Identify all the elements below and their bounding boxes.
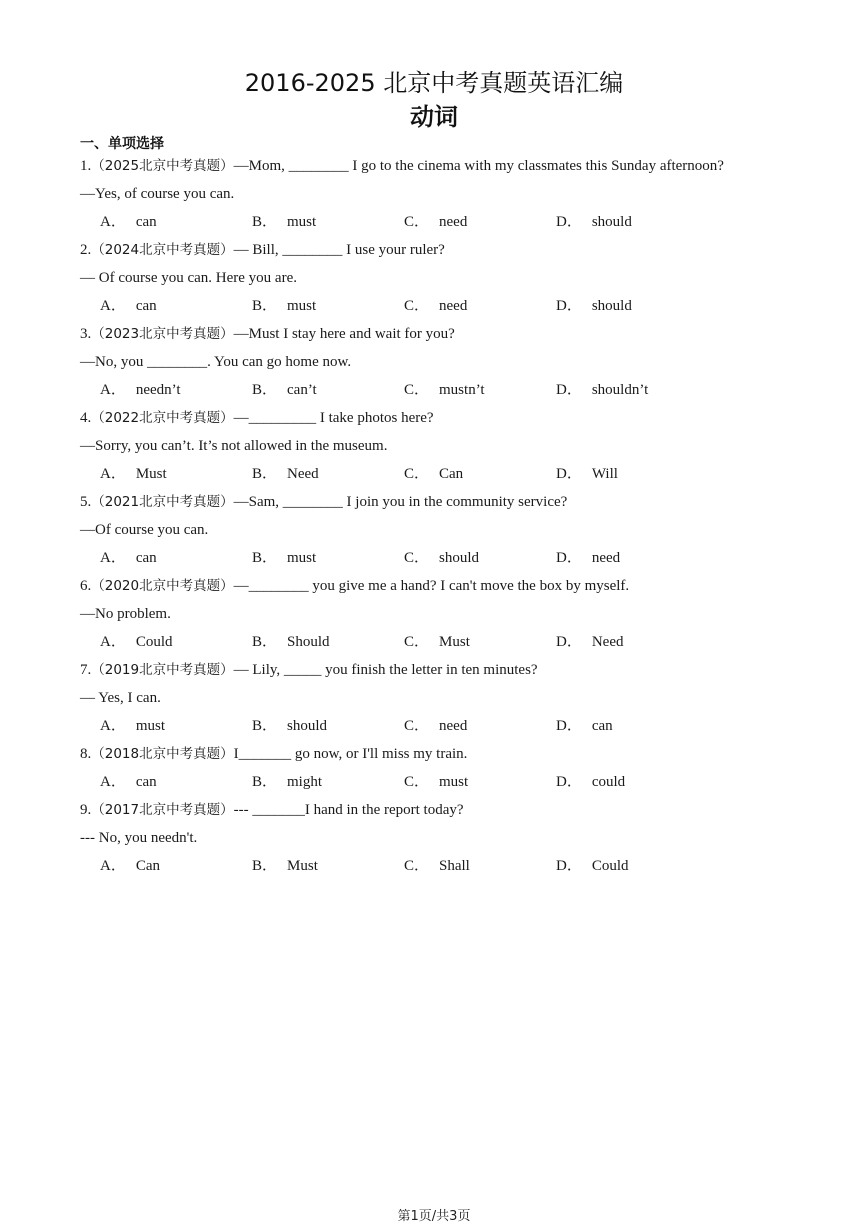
question-number: 7.	[80, 662, 92, 678]
answer-option	[252, 768, 404, 796]
option-text: could	[591, 774, 626, 790]
option-text: must	[287, 550, 317, 566]
question-number: 3.	[80, 326, 92, 342]
option-letter: C．	[404, 214, 430, 230]
option-letter: B．	[252, 550, 278, 566]
answer-option	[100, 292, 252, 320]
question-item	[80, 572, 800, 656]
option-text: Could	[135, 634, 173, 650]
option-letter: D．	[556, 550, 582, 566]
answer-options	[80, 460, 800, 488]
answer-options	[80, 376, 800, 404]
answer-option	[100, 768, 252, 796]
answer-options	[80, 852, 800, 880]
answer-option	[100, 852, 252, 880]
question-text: — Yes, I can.	[80, 690, 161, 706]
question-stem	[80, 236, 800, 264]
question-line	[80, 516, 800, 544]
answer-option	[404, 712, 556, 740]
option-text: Will	[591, 466, 618, 482]
option-letter: D．	[556, 718, 582, 734]
answer-option	[556, 376, 708, 404]
option-text: need	[439, 298, 468, 314]
answer-option	[252, 628, 404, 656]
option-letter: C．	[404, 550, 430, 566]
option-letter: A．	[100, 858, 126, 874]
option-text: should	[591, 214, 632, 230]
page-footer: 第1页/共3页	[397, 1209, 471, 1224]
answer-option	[100, 376, 252, 404]
question-text: —Of course you can.	[80, 522, 209, 538]
option-text: might	[287, 774, 323, 790]
answer-option	[252, 376, 404, 404]
question-stem	[80, 796, 800, 824]
question-line	[80, 180, 800, 208]
question-text: —Yes, of course you can.	[80, 186, 235, 202]
option-letter: A．	[100, 550, 126, 566]
question-stem	[80, 656, 800, 684]
option-letter: B．	[252, 466, 278, 482]
option-letter: A．	[100, 214, 126, 230]
option-text: mustn’t	[439, 382, 485, 398]
question-stem	[80, 152, 800, 180]
question-text: —No, you ________. You can go home now.	[80, 354, 352, 370]
option-letter: A．	[100, 298, 126, 314]
option-letter: A．	[100, 382, 126, 398]
option-text: need	[591, 550, 621, 566]
option-letter: B．	[252, 774, 278, 790]
answer-option	[252, 852, 404, 880]
answer-option	[100, 544, 252, 572]
option-letter: D．	[556, 774, 582, 790]
question-number: 8.	[80, 746, 92, 762]
option-text: Must	[439, 634, 470, 650]
option-text: can’t	[287, 382, 317, 398]
answer-option	[404, 208, 556, 236]
answer-option	[556, 208, 708, 236]
option-letter: C．	[404, 858, 430, 874]
option-text: Should	[287, 634, 330, 650]
question-source: （2017北京中考真题）	[91, 802, 234, 818]
document-title: 2016-2025 北京中考真题英语汇编	[244, 69, 624, 97]
question-item	[80, 236, 800, 320]
option-letter: B．	[252, 634, 278, 650]
answer-option	[252, 292, 404, 320]
option-text: can	[135, 774, 157, 790]
answer-option	[252, 544, 404, 572]
question-number: 6.	[80, 578, 92, 594]
question-number: 9.	[80, 802, 92, 818]
question-source: （2024北京中考真题）	[91, 242, 234, 258]
question-line	[80, 684, 800, 712]
question-line	[80, 432, 800, 460]
answer-option	[252, 460, 404, 488]
question-text: —Mom, ________ I go to the cinema with my classmates this Sunday afternoon?	[233, 158, 724, 174]
answer-option	[556, 292, 708, 320]
option-text: can	[135, 550, 157, 566]
option-letter: C．	[404, 718, 430, 734]
option-letter: C．	[404, 466, 430, 482]
option-text: need	[439, 718, 468, 734]
answer-option	[404, 628, 556, 656]
question-text: — Bill, ________ I use your ruler?	[233, 242, 445, 258]
option-text: can	[591, 718, 613, 734]
question-item	[80, 320, 800, 404]
option-text: Can	[439, 466, 464, 482]
option-letter: B．	[252, 214, 278, 230]
question-stem	[80, 740, 800, 768]
question-item	[80, 404, 800, 488]
question-text: — Of course you can. Here you are.	[80, 270, 297, 286]
answer-option	[556, 460, 708, 488]
question-source: （2025北京中考真题）	[91, 158, 234, 174]
question-text: —No problem.	[80, 606, 171, 622]
option-text: can	[135, 298, 157, 314]
question-source: （2021北京中考真题）	[91, 494, 234, 510]
option-letter: B．	[252, 382, 278, 398]
question-number: 4.	[80, 410, 92, 426]
question-stem	[80, 488, 800, 516]
answer-option	[100, 712, 252, 740]
option-text: Need	[591, 634, 624, 650]
option-text: needn’t	[135, 382, 181, 398]
option-letter: D．	[556, 634, 582, 650]
option-text: must	[287, 298, 317, 314]
option-text: can	[135, 214, 157, 230]
question-item	[80, 740, 800, 796]
question-line	[80, 824, 800, 852]
option-text: need	[439, 214, 468, 230]
question-stem	[80, 572, 800, 600]
question-text: I_______ go now, or I'll miss my train.	[233, 746, 468, 762]
option-letter: B．	[252, 298, 278, 314]
answer-option	[404, 768, 556, 796]
option-text: must	[135, 718, 166, 734]
answer-option	[404, 852, 556, 880]
question-number: 5.	[80, 494, 92, 510]
section-heading: 一、单项选择	[80, 136, 164, 152]
question-source: （2019北京中考真题）	[91, 662, 234, 678]
answer-option	[100, 208, 252, 236]
answer-option	[556, 628, 708, 656]
answer-option	[252, 712, 404, 740]
option-letter: D．	[556, 382, 582, 398]
question-stem	[80, 320, 800, 348]
option-text: Can	[135, 858, 161, 874]
question-source: （2020北京中考真题）	[91, 578, 234, 594]
answer-option	[404, 292, 556, 320]
question-source: （2023北京中考真题）	[91, 326, 234, 342]
question-line	[80, 264, 800, 292]
question-line	[80, 600, 800, 628]
question-text: —_________ I take photos here?	[233, 410, 434, 426]
option-text: Must	[287, 858, 318, 874]
question-item	[80, 656, 800, 740]
option-text: Need	[287, 466, 319, 482]
option-text: must	[439, 774, 469, 790]
question-source: （2022北京中考真题）	[91, 410, 234, 426]
option-text: shouldn’t	[591, 382, 649, 398]
question-text: — Lily, _____ you finish the letter in ten minutes?	[233, 662, 538, 678]
option-letter: C．	[404, 634, 430, 650]
option-letter: A．	[100, 774, 126, 790]
question-text: —Must I stay here and wait for you?	[233, 326, 455, 342]
question-number: 1.	[80, 158, 92, 174]
option-letter: B．	[252, 858, 278, 874]
option-text: Shall	[439, 858, 470, 874]
option-letter: C．	[404, 774, 430, 790]
question-text: —Sorry, you can’t. It’s not allowed in the museum.	[80, 438, 388, 454]
answer-option	[556, 768, 708, 796]
question-text: --- _______I hand in the report today?	[233, 802, 464, 818]
answer-option	[556, 544, 708, 572]
option-letter: C．	[404, 298, 430, 314]
option-letter: A．	[100, 466, 126, 482]
document-subtitle: 动词	[410, 103, 458, 131]
answer-options	[80, 544, 800, 572]
option-letter: A．	[100, 634, 126, 650]
answer-option	[556, 712, 708, 740]
answer-option	[404, 376, 556, 404]
option-text: Could	[591, 858, 629, 874]
option-text: should	[287, 718, 328, 734]
option-letter: D．	[556, 858, 582, 874]
answer-options	[80, 292, 800, 320]
question-line	[80, 348, 800, 376]
answer-option	[252, 208, 404, 236]
option-letter: D．	[556, 214, 582, 230]
question-text: —________ you give me a hand? I can't move the box by myself.	[233, 578, 630, 594]
answer-option	[404, 544, 556, 572]
option-letter: D．	[556, 466, 582, 482]
answer-options	[80, 768, 800, 796]
option-letter: C．	[404, 382, 430, 398]
question-source: （2018北京中考真题）	[91, 746, 234, 762]
question-item	[80, 488, 800, 572]
question-text: —Sam, ________ I join you in the community service?	[233, 494, 568, 510]
answer-options	[80, 628, 800, 656]
option-letter: B．	[252, 718, 278, 734]
question-item	[80, 152, 800, 236]
option-text: should	[591, 298, 632, 314]
question-list	[80, 152, 800, 880]
answer-options	[80, 712, 800, 740]
question-number: 2.	[80, 242, 92, 258]
answer-option	[404, 460, 556, 488]
answer-option	[556, 852, 708, 880]
answer-options	[80, 208, 800, 236]
option-text: must	[287, 214, 317, 230]
option-text: Must	[135, 466, 167, 482]
answer-option	[100, 460, 252, 488]
question-item	[80, 796, 800, 880]
option-text: should	[439, 550, 480, 566]
option-letter: A．	[100, 718, 126, 734]
question-stem	[80, 404, 800, 432]
question-text: --- No, you needn't.	[80, 830, 198, 846]
answer-option	[100, 628, 252, 656]
option-letter: D．	[556, 298, 582, 314]
